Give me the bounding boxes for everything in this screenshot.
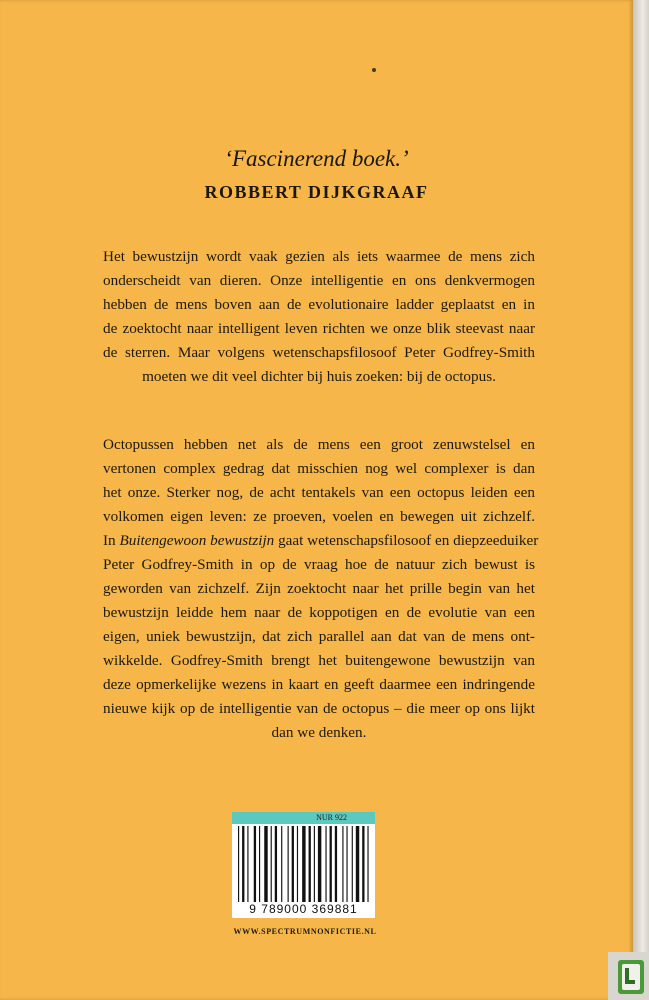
paragraph-line: nieuwe kijk op de intelligentie van de octopus – die meer op ons lijkt xyxy=(103,700,535,717)
nur-code: NUR 922 xyxy=(316,813,347,822)
barcode-bars xyxy=(238,826,369,902)
paragraph-line: onderscheidt van dieren. Onze intelligentie en ons denkvermogen xyxy=(103,272,535,289)
barcode-label xyxy=(232,812,375,918)
barcode-bar xyxy=(247,826,248,902)
barcode-bar xyxy=(264,826,267,902)
paragraph-line: Peter Godfrey-Smith in op de vraag hoe de natuur zich bewust is xyxy=(103,556,535,573)
paragraph-line: vertonen complex gedrag dat misschien nog wel complexer is dan xyxy=(103,460,535,477)
nur-band xyxy=(232,812,375,824)
paragraph-line: deze opmerkelijke wezens in kaart en geeft daarmee een indringende xyxy=(103,676,535,693)
barcode-bar xyxy=(254,826,256,902)
book-edge xyxy=(633,0,649,1000)
barcode-bar xyxy=(367,826,368,902)
paragraph-line: dan we denken. xyxy=(271,724,367,741)
line-prefix: In xyxy=(103,532,120,549)
barcode-bar xyxy=(302,826,305,902)
paragraph-line: bewustzijn leidde hem naar de koppotigen en de evolutie van een xyxy=(103,604,535,621)
watermark-logo-icon xyxy=(608,952,649,1000)
barcode-bar xyxy=(297,826,298,902)
barcode-bar xyxy=(271,826,272,902)
paragraph-line: moeten we dit veel dichter bij huis zoeken: bij de octopus. xyxy=(142,368,496,385)
barcode-bar xyxy=(335,826,337,902)
paragraph-line: hebben de mens boven aan de evolutionaire ladder geplaatst en in xyxy=(103,296,535,313)
book-title: Buitengewoon bewustzijn xyxy=(119,532,275,549)
barcode-bar xyxy=(275,826,277,902)
barcode-bar xyxy=(330,826,332,902)
review-quote: ‘Fascinerend boek.’ xyxy=(224,146,409,171)
barcode-bar xyxy=(356,826,359,902)
barcode-bar xyxy=(352,826,353,902)
quote-author: ROBBERT DIJKGRAAF xyxy=(204,182,429,202)
paragraph-line: het onze. Sterker nog, de acht tentakels van een octopus leiden een xyxy=(103,484,535,501)
line-rest: gaat wetenschapsfilosoof en diepzeeduiker xyxy=(278,532,539,549)
paragraph-line: volkomen eigen leven: ze proeven, voelen en bewegen uit zichzelf. xyxy=(103,508,535,525)
print-speck xyxy=(372,68,376,72)
isbn-number: 9 789000 369881 xyxy=(249,902,358,916)
blurb-paragraph-2 xyxy=(103,433,539,745)
barcode-bar xyxy=(346,826,347,902)
barcode-bar xyxy=(309,826,311,902)
paragraph-line: geworden van zichzelf. Zijn zoektocht naar het prille begin van het xyxy=(103,580,535,597)
barcode-bar xyxy=(342,826,343,902)
barcode-bar xyxy=(288,826,289,902)
paragraph-line: eigen, uniek bewustzijn, dat zich parallel aan dat van de mens ont- xyxy=(103,628,535,645)
barcode-bar xyxy=(292,826,294,902)
paragraph-line: de sterren. Maar volgens wetenschapsfilosoof Peter Godfrey-Smith xyxy=(103,344,535,361)
barcode-bar xyxy=(314,826,315,902)
barcode-bar xyxy=(362,826,364,902)
barcode-bar xyxy=(281,826,282,902)
barcode-bar xyxy=(318,826,321,902)
publisher-website: WWW.SPECTRUMNONFICTIE.NL xyxy=(233,927,377,936)
barcode-bar xyxy=(325,826,326,902)
paragraph-line: Het bewustzijn wordt vaak gezien als iets waarmee de mens zich xyxy=(103,248,535,265)
paragraph-line: de zoektocht naar intelligent leven richten we onze blik steevast naar xyxy=(103,320,535,337)
paragraph-line: Octopussen hebben net als de mens een groot zenuwstelsel en xyxy=(103,436,535,453)
barcode-bar xyxy=(242,826,244,902)
paragraph-line: wikkelde. Godfrey-Smith brengt het buitengewone bewustzijn van xyxy=(103,652,535,669)
paragraph-line-with-title xyxy=(103,529,539,553)
barcode-bar xyxy=(238,826,239,902)
barcode-bar xyxy=(259,826,260,902)
blurb-paragraph-1 xyxy=(103,245,535,389)
